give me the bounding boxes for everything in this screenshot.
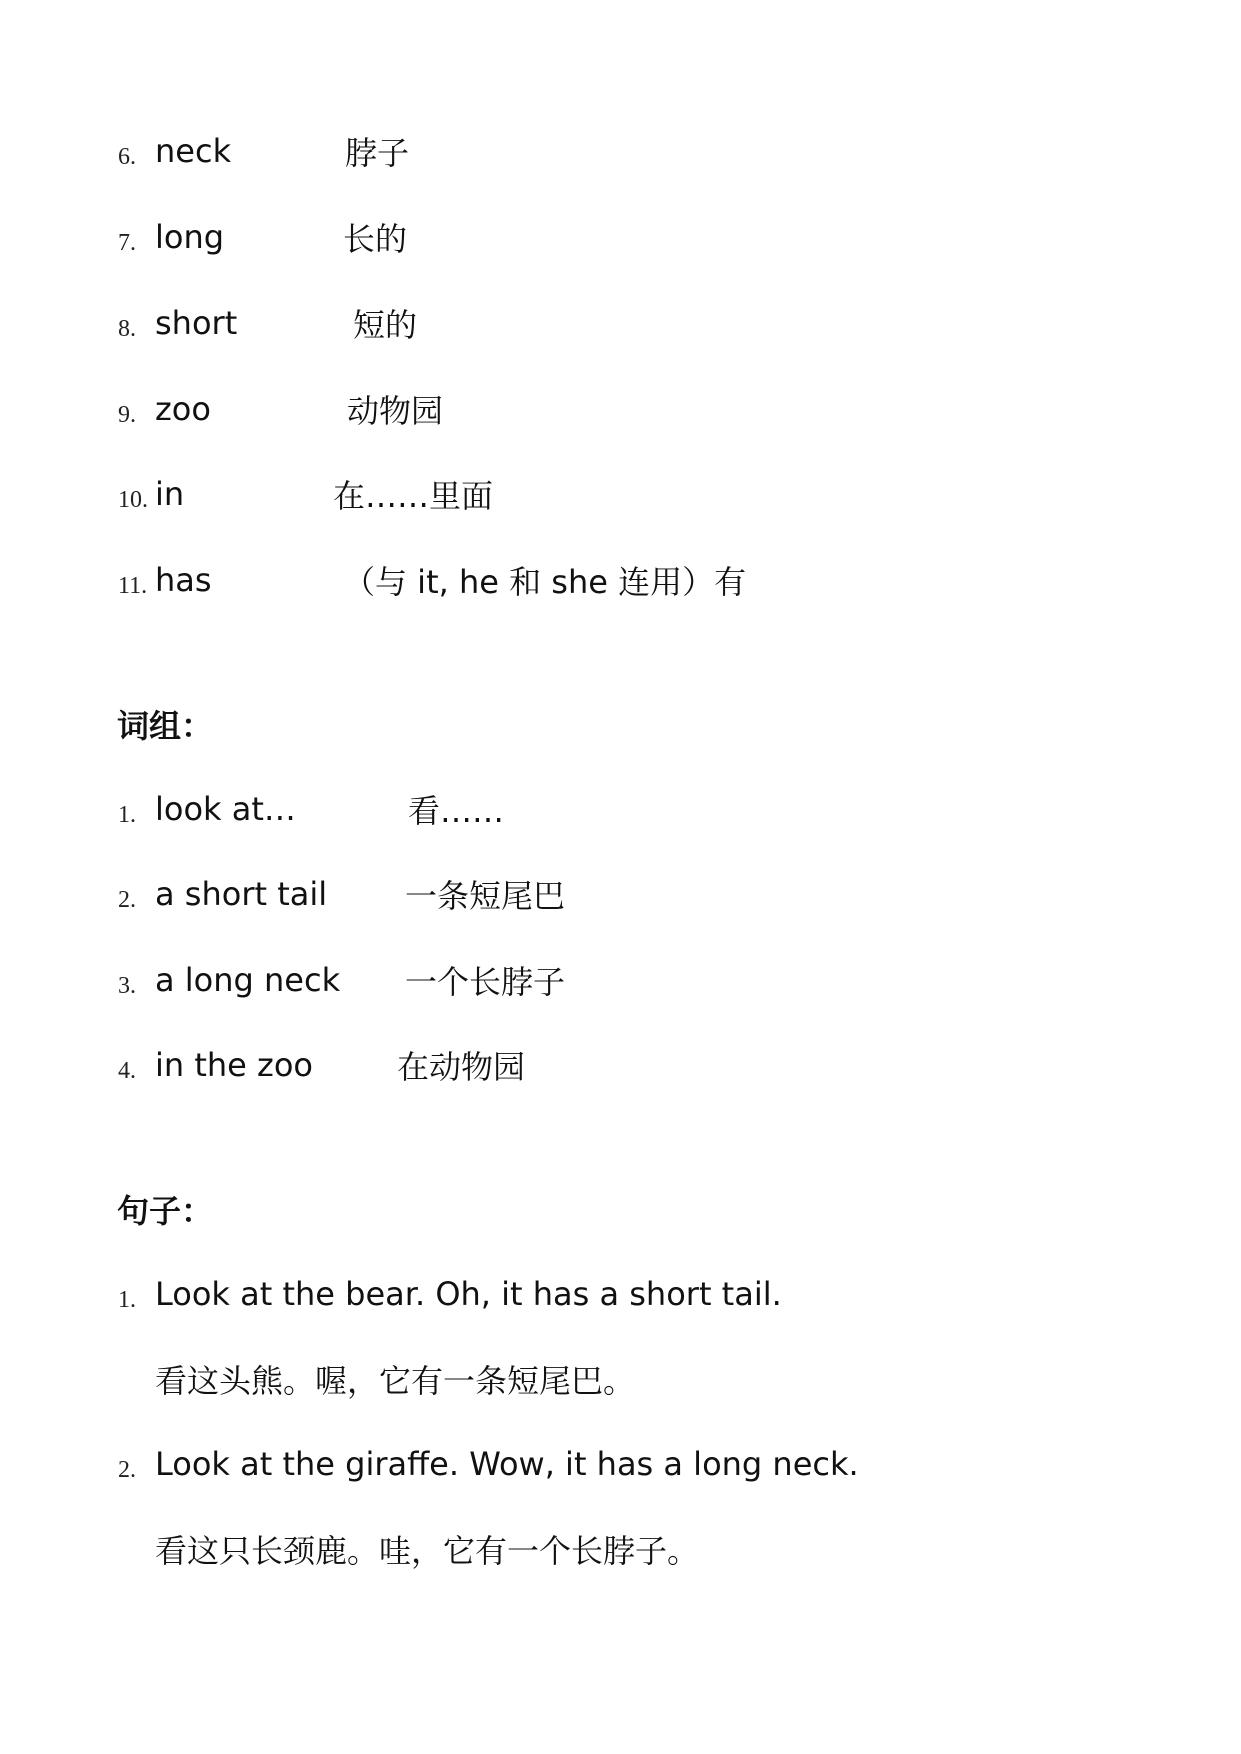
chinese-meaning: 在……里面: [333, 477, 494, 515]
chinese-translation: 看这头熊。喔，它有一条短尾巴。: [155, 1362, 636, 1400]
vocab-item: [0, 132, 1241, 195]
english-sentence: Look at the bear. Oh, it has a short tail.: [155, 1275, 782, 1313]
chinese-meaning: 短的: [353, 306, 418, 344]
english-phrase: a long neck: [155, 961, 341, 999]
phrase-item: [0, 875, 1241, 938]
chinese-meaning: 动物园: [347, 392, 444, 430]
english-word: short: [155, 304, 238, 342]
sentence-item: [0, 1445, 1241, 1508]
english-phrase: look at…: [155, 790, 296, 828]
phrases-heading: 词组：: [117, 707, 214, 745]
item-number: 9.: [118, 402, 136, 428]
vocab-item: [0, 390, 1241, 453]
sentence-item: [0, 1275, 1241, 1338]
item-number: 4.: [118, 1058, 136, 1084]
item-number: 6.: [118, 144, 136, 170]
item-number: 2.: [118, 887, 136, 913]
item-number: 1.: [118, 1287, 136, 1313]
item-number: 7.: [118, 230, 136, 256]
english-phrase: in the zoo: [155, 1046, 313, 1084]
chinese-meaning: 一条短尾巴: [405, 877, 566, 915]
phrase-item: [0, 1046, 1241, 1109]
chinese-meaning: 在动物园: [397, 1048, 526, 1086]
english-word: long: [155, 218, 225, 256]
english-sentence: Look at the giraffe. Wow, it has a long neck.: [155, 1445, 859, 1483]
item-number: 8.: [118, 316, 136, 342]
phrase-item: [0, 961, 1241, 1024]
item-number: 3.: [118, 973, 136, 999]
chinese-meaning: （与 it, he 和 she 连用）有: [343, 563, 747, 601]
chinese-meaning: 脖子: [345, 134, 410, 172]
english-word: has: [155, 561, 212, 599]
item-number: 11.: [118, 573, 148, 599]
chinese-translation: 看这只长颈鹿。哇，它有一个长脖子。: [155, 1532, 700, 1570]
english-phrase: a short tail: [155, 875, 328, 913]
english-word: zoo: [155, 390, 211, 428]
phrase-item: [0, 790, 1241, 853]
item-number: 1.: [118, 802, 136, 828]
english-word: neck: [155, 132, 232, 170]
vocab-item: [0, 561, 1241, 624]
chinese-meaning: 长的: [343, 220, 408, 258]
item-number: 10.: [118, 487, 148, 513]
chinese-meaning: 一个长脖子: [405, 963, 566, 1001]
english-word: in: [155, 475, 185, 513]
chinese-meaning: 看……: [408, 792, 505, 830]
sentences-heading: 句子：: [117, 1192, 214, 1230]
item-number: 2.: [118, 1457, 136, 1483]
vocab-item: [0, 475, 1241, 538]
vocab-item: [0, 304, 1241, 367]
vocab-item: [0, 218, 1241, 281]
